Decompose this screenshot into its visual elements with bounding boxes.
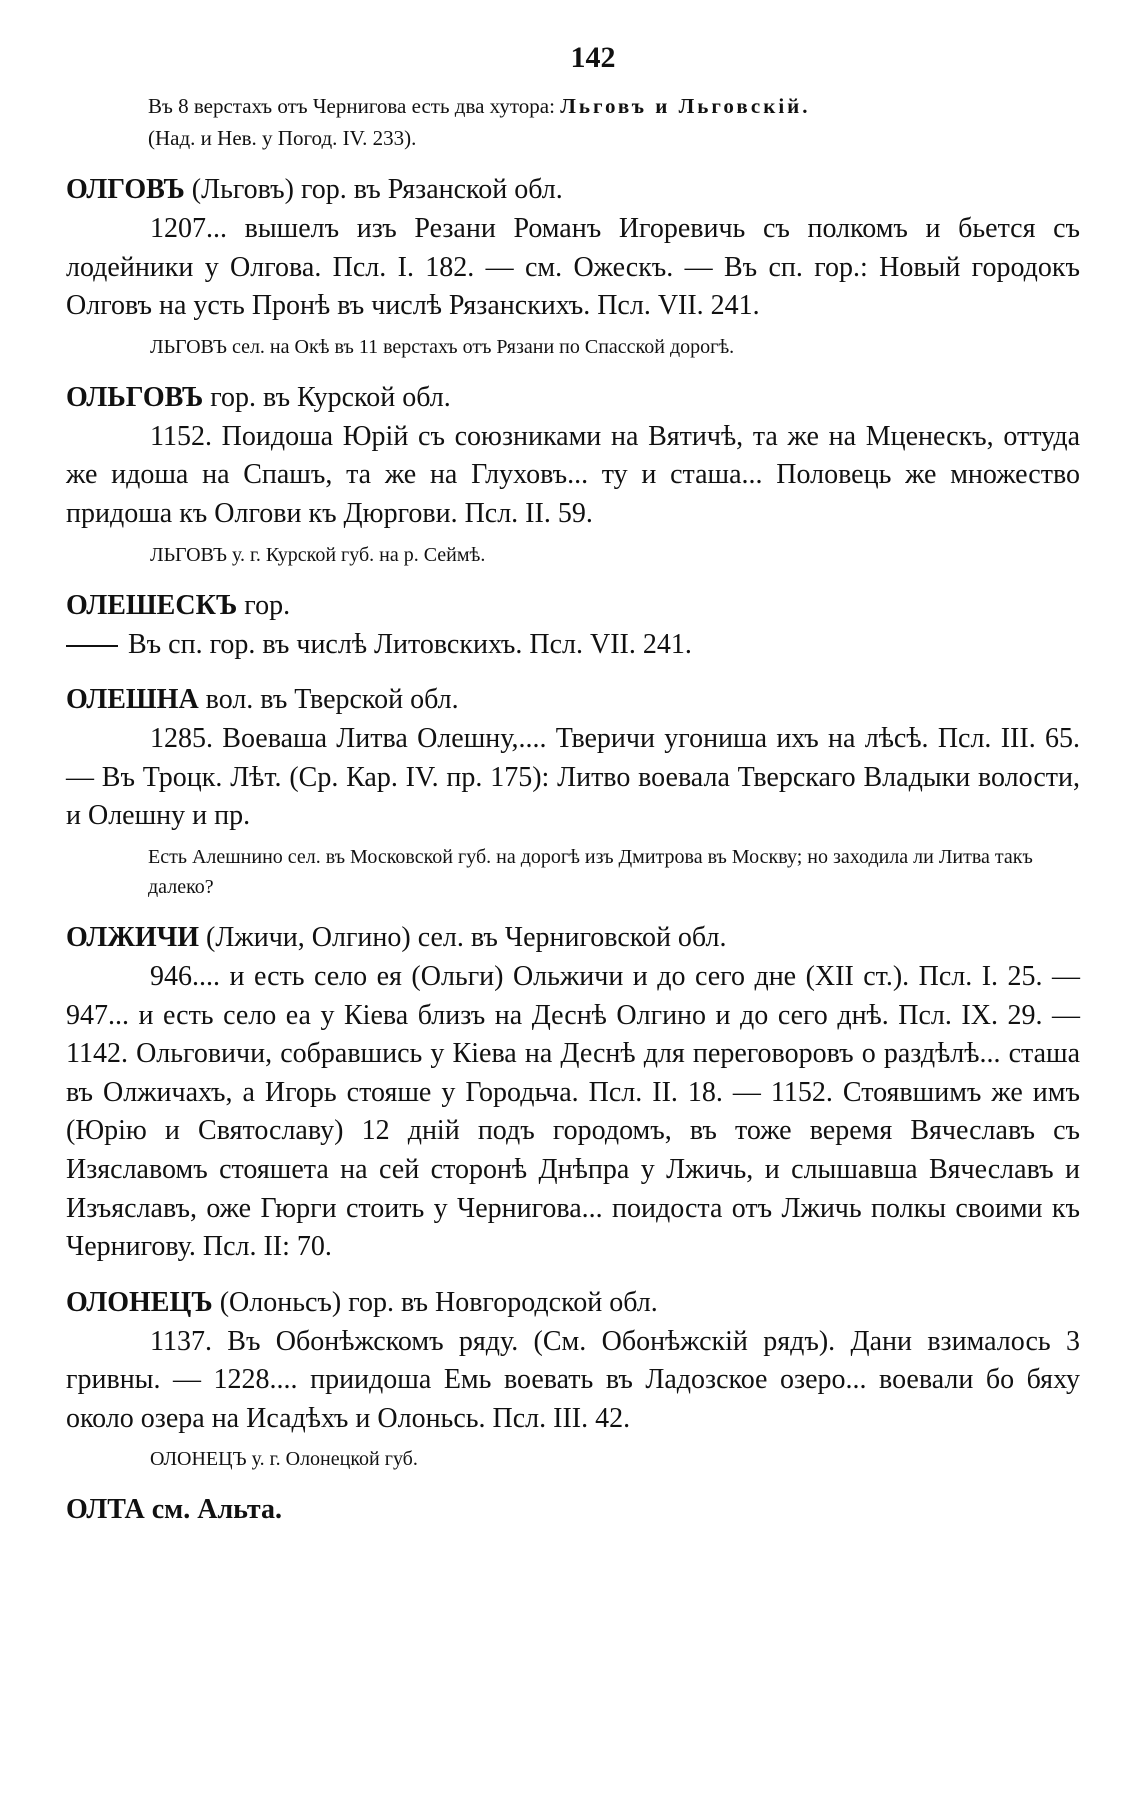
entry-description: (Олоньсъ) гор. въ Новгородской обл. [212, 1286, 658, 1318]
entry-cross-reference: см. Альта. [144, 1494, 283, 1526]
entry-description: гор. [237, 589, 291, 621]
entry-description: (Льговъ) гор. въ Рязанской обл. [184, 174, 563, 205]
entry-description: (Лжичи, Олгино) сел. въ Черниговской обл. [199, 921, 727, 953]
entry-body: 1152. Поидоша Юрій съ союзниками на Вятичѣ, та же на Мценескъ, оттуда же идоша на Спашъ, та же на Глуховъ... ту и сташа... Половець же множество придоша къ Олгови къ Дюргови. Псл. II. 59. [66, 420, 1080, 529]
entry-olzhichi [66, 918, 1080, 1267]
entry-body: 1285. Воеваша Литва Олешну,.... Тверичи угониша ихъ на лѣсѣ. Псл. III. 65.— Въ Троцк. Лѣт. (Ср. Кар. IV. пр. 175): Литво воевала Тверскаго Владыки волости, и Олешну и пр. [66, 723, 1080, 832]
entry-name: ОЛЕШНА [66, 684, 199, 716]
entry-olonets [66, 1283, 1080, 1475]
entry-body: 1137. Въ Обонѣжскомъ ряду. (См. Обонѣжскій рядъ). Дани взималось 3 гривны. — 1228.... приидоша Емь воевать въ Ладозское озеро... воевали бо бяху около озера на Исадѣхъ и Олоньсь. Псл. III. 42. [66, 1325, 1080, 1434]
entry-olta [66, 1490, 1080, 1530]
entry-body: 946.... и есть село ея (Ольги) Ольжичи и до сего дне (XII ст.). Псл. I. 25. — 947... и есть село еа у Кіева близъ на Деснѣ Олгино и до сего днѣ. Псл. IX. 29. — 1142. Ольговичи, собравшись у Кіева на Деснѣ для переговоровъ о раздѣлѣ... сташа въ Олжичахъ, а Игорь стояше у Городьча. Псл. II. 18. — 1152. Стоявшимъ же имъ (Юрію и Святославу) 12 дній подъ городомъ, въ тоже веремя Вячеславъ съ Изяславомъ стояшета на сей сторонѣ Днѣпра у Лжичь, и слышавша Вячеславъ и Изъяславъ, оже Гюрги стоить у Чернигова... поидоста отъ Лжичь полкы своими къ Чернигову. Псл. II: 70. [66, 960, 1080, 1263]
entry-heading [66, 1490, 1080, 1530]
entry-name: ОЛЖИЧИ [66, 921, 200, 953]
entry-heading [66, 918, 1080, 958]
entry-oleshna [66, 680, 1080, 902]
dash-rule [66, 645, 118, 647]
entry-body-text: Въ сп. гор. въ числѣ Литовскихъ. Псл. VII. 241. [128, 628, 692, 660]
entry-olgov-kursk [66, 378, 1080, 570]
entry-gloss: ЛЬГОВЪ сел. на Окѣ въ 11 верстахъ отъ Рязани по Спасской дорогѣ. [150, 335, 735, 358]
intro-note-text: Въ 8 верстахъ отъ Чернигова есть два хутора: [148, 94, 561, 118]
intro-note-spaced-names: Льговъ и Льговскій. [560, 94, 811, 118]
entry-name: ОЛГОВЪ [66, 174, 185, 205]
entry-description: гор. въ Курской обл. [203, 381, 451, 413]
entry-olgov [66, 170, 1080, 362]
intro-note-line-1 [66, 90, 1080, 122]
entry-gloss: ОЛОНЕЦЪ у. г. Олонецкой губ. [150, 1448, 418, 1471]
intro-note-line-2: (Над. и Нев. у Погод. IV. 233). [148, 126, 417, 150]
entry-heading [66, 586, 1080, 626]
entry-heading [66, 170, 1080, 210]
entry-body [66, 626, 1080, 665]
page-number: 142 [570, 41, 616, 74]
entry-name: ОЛЬГОВЪ [66, 381, 204, 413]
entry-heading [66, 680, 1080, 720]
entry-name: ОЛОНЕЦЪ [66, 1286, 213, 1318]
entry-oleshesk [66, 586, 1080, 665]
entry-gloss: ЛЬГОВЪ у. г. Курской губ. на р. Сеймѣ. [150, 543, 486, 566]
entry-heading [66, 1283, 1080, 1323]
entry-name: ОЛТА [66, 1494, 145, 1526]
entry-description: вол. въ Тверской обл. [198, 684, 459, 716]
entry-heading [66, 378, 1080, 418]
entry-body: 1207... вышелъ изъ Резани Романъ Игоревичь съ полкомъ и бьется съ лодейники у Олгова. Псл. I. 182. — см. Ожескъ. — Въ сп. гор.: Новый городокъ Олговъ на усть Пронѣ въ числѣ Рязанскихъ. Псл. VII. 241. [66, 213, 1080, 322]
entry-gloss: Есть Алешнино сел. въ Московской губ. на дорогѣ изъ Дмитрова въ Москву; но заходила ли Литва такъ далеко? [148, 845, 1033, 898]
entry-name: ОЛЕШЕСКЪ [66, 589, 238, 621]
